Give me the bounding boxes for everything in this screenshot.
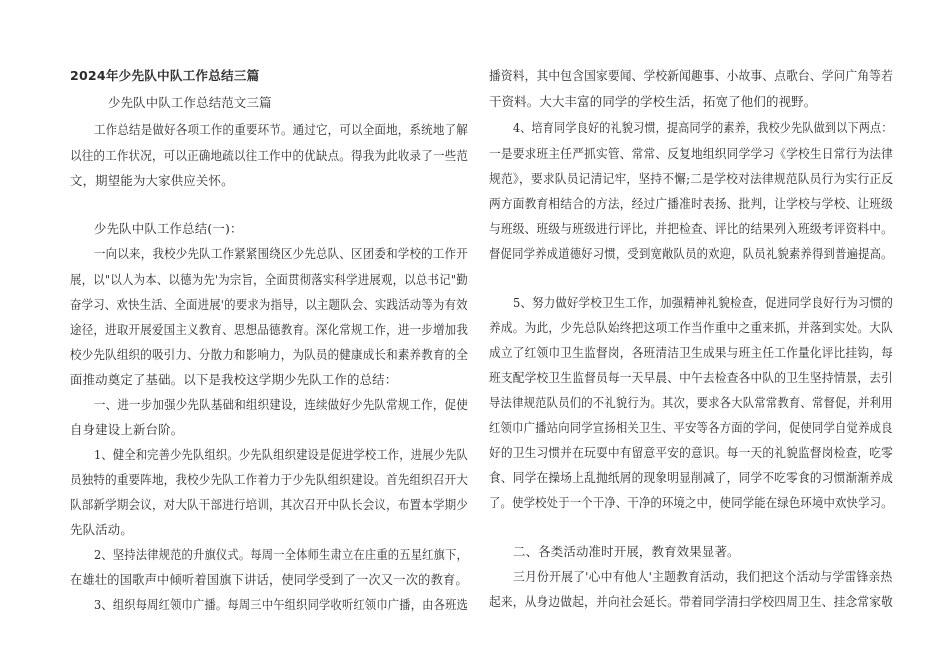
- paragraph-line: 先队活动。: [70, 522, 133, 537]
- paragraph-line: 三月份开展了'心中有他人'主题教育活动，我们把这个活动与学雷锋亲热: [513, 569, 893, 584]
- paragraph-line: 导法律规范队员们的不礼貌行为。其次，要求各大队常常教育、常督促，并利用: [489, 395, 893, 410]
- paragraph-line: 两方面教育相结合的方法，经过广播准时表扬、批判，让学校与学校、让班级: [489, 196, 894, 211]
- paragraph-line: 展，以"以人为本、以德为先'为宗旨，全面贯彻落实科学进展观，以总书记"勤: [70, 272, 468, 287]
- paragraph-line: 好的卫生习惯并在玩耍中有留意平安的意识。每一天的礼貌监督岗检查，吃零: [489, 445, 894, 460]
- paragraph-line: 食、同学在操场上乱抛纸屑的现象明显削减了，同学不吃零食的习惯渐渐养成: [489, 470, 894, 485]
- paragraph-line: 以往的工作状况，可以正确地疏以往工作中的优缺点。得我为此收录了一些范: [70, 148, 469, 163]
- paragraph-line: 队部新学期会议，对大队干部进行培训，其次召开中队长会议，布置本学期少: [70, 497, 469, 512]
- paragraph-line: 工作总结是做好各项工作的重要环节。通过它，可以全面地，系统地了解: [94, 122, 468, 137]
- paragraph-line: 文，期望能为大家供应关怀。: [70, 173, 234, 188]
- paragraph-line: 员独特的重要阵地，我校少先队工作着力于少先队组织建设。首先组织召开大: [70, 472, 469, 487]
- paragraph-line: 在雄壮的国歌声中倾听着国旗下讲话，使同学受到了一次又一次的教育。: [70, 572, 468, 587]
- paragraph-line: 校少先队组织的吸引力、分散力和影响力，为队员的健康成长和素养教育的全: [70, 347, 469, 362]
- section-heading: 少先队中队工作总结(一)：: [94, 221, 243, 236]
- paragraph-line: 4、培育同学良好的礼貌习惯，提高同学的素养，我校少先队做到以下两点：: [513, 120, 893, 135]
- paragraph-line: 养成。为此，少先总队始终把这项工作当作重中之重来抓，并落到实处。大队: [489, 320, 894, 335]
- paragraph-line: 起来，从身边做起，并向社会延长。带着同学清扫学校四周卫生、挂念常家敬: [489, 594, 894, 609]
- paragraph-line: 干资料。大大丰富的同学的学校生活，拓宽了他们的视野。: [489, 94, 817, 109]
- paragraph-line: 一向以来，我校少先队工作紧紧围绕区少先总队、区团委和学校的工作开: [94, 246, 468, 261]
- document-title: 2024年少先队中队工作总结三篇: [70, 68, 260, 83]
- paragraph-line: 一、进一步加强少先队基础和组织建设，连续做好少先队常规工作，促使: [94, 397, 468, 412]
- paragraph-line: 了。使学校处于一个干净、干净的环境之中，使同学能在绿色环境中欢快学习。: [489, 495, 893, 510]
- paragraph-line: 一是要求班主任严抓实管、常常、反复地组织同学学习《学校生日常行为法律: [489, 146, 894, 161]
- paragraph-line: 播资料，其中包含国家要闻、学校新闻趣事、小故事、点歌台、学问广角等若: [489, 68, 894, 83]
- paragraph-line: 班支配学校卫生监督员每一天早晨、中午去检查各中队的卫生坚持情景，去引: [489, 370, 894, 385]
- paragraph-line: 与班级、班级与班级进行评比，并把检查、评比的结果列入班级考评资料中。: [489, 221, 894, 236]
- paragraph-line: 1、健全和完善少先队组织。少先队组织建设是促进学校工作，进展少先队: [94, 447, 468, 462]
- paragraph-line: 3、组织每周红领巾广播。每周三中午组织同学收听红领巾广播，由各班选: [94, 597, 468, 612]
- paragraph-line: 规范》，要求队员记清记牢，坚持不懈;二是学校对法律规范队员行为实行正反: [489, 171, 894, 186]
- paragraph-line: 2、坚持法律规范的升旗仪式。每周一全体师生肃立在庄重的五星红旗下，: [94, 547, 468, 562]
- paragraph-line: 督促同学养成道德好习惯，受到宽敞队员的欢迎，队员礼貌素养得到普遍提高。: [489, 246, 893, 261]
- paragraph-line: 成立了红领巾卫生监督岗，各班清洁卫生成果与班主任工作量化评比挂钩，每: [489, 345, 894, 360]
- paragraph-line: 奋学习、欢快生活、全面进展'的要求为指导，以主题队会、实践活动等为有效: [70, 297, 468, 312]
- paragraph-line: 红领巾广播站向同学宣扬相关卫生、平安等各方面的学问，促使同学自觉养成良: [489, 420, 893, 435]
- paragraph-line: 自身建设上新台阶。: [70, 422, 184, 437]
- paragraph-line: 5、努力做好学校卫生工作，加强精神礼貌检查，促进同学良好行为习惯的: [513, 295, 893, 310]
- section-heading: 二、各类活动准时开展，教育效果显著。: [513, 544, 740, 559]
- document-subtitle: 少先队中队工作总结范文三篇: [108, 95, 272, 110]
- paragraph-line: 面推动奠定了基础。以下是我校这学期少先队工作的总结：: [70, 372, 398, 387]
- paragraph-line: 途径，进取开展爱国主义教育、思想品德教育。深化常规工作，进一步增加我: [70, 322, 469, 337]
